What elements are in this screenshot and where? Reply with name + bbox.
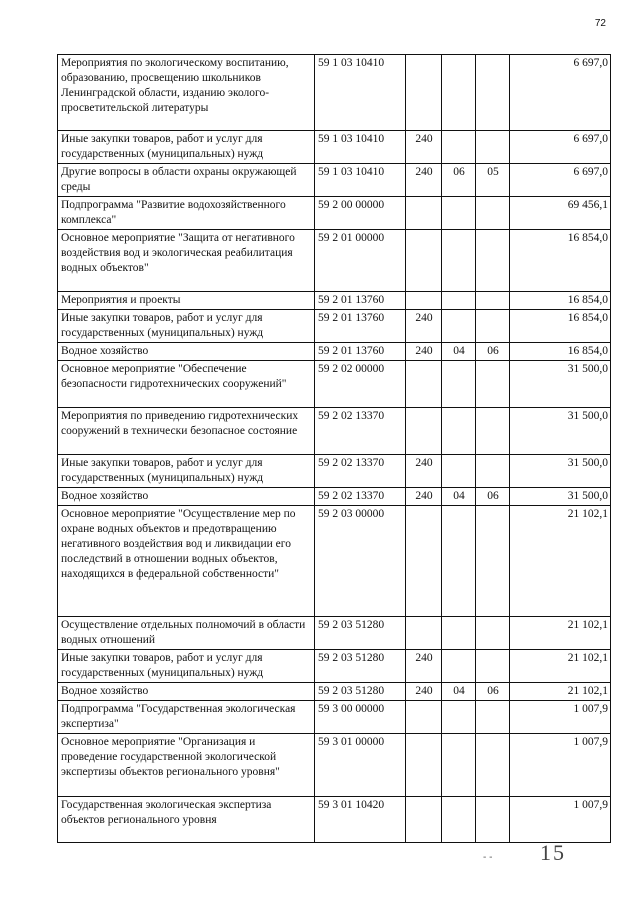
row-target-code: 59 2 03 00000 — [315, 506, 406, 617]
row-amount: 1 007,9 — [510, 701, 611, 734]
table-row — [58, 230, 611, 292]
row-target-code: 59 2 01 13760 — [315, 310, 406, 343]
row-subsection — [476, 506, 510, 617]
row-subsection — [476, 131, 510, 164]
row-amount: 16 854,0 — [510, 343, 611, 361]
row-subsection — [476, 734, 510, 797]
row-target-code: 59 3 01 10420 — [315, 797, 406, 843]
row-target-code: 59 2 01 00000 — [315, 230, 406, 292]
row-name: Основное мероприятие "Организация и проведение государственной экологической экспертизы объектов регионального уровня" — [58, 734, 315, 797]
row-expense-type — [406, 230, 442, 292]
table-row — [58, 197, 611, 230]
table-row — [58, 361, 611, 408]
row-amount: 21 102,1 — [510, 650, 611, 683]
table-row — [58, 650, 611, 683]
row-expense-type: 240 — [406, 650, 442, 683]
table-row — [58, 55, 611, 131]
row-expense-type — [406, 701, 442, 734]
row-target-code: 59 2 03 51280 — [315, 617, 406, 650]
table-row — [58, 734, 611, 797]
row-expense-type: 240 — [406, 488, 442, 506]
row-target-code: 59 2 01 13760 — [315, 343, 406, 361]
row-section — [442, 361, 476, 408]
table-row — [58, 455, 611, 488]
row-amount: 16 854,0 — [510, 310, 611, 343]
row-subsection: 06 — [476, 683, 510, 701]
row-amount: 6 697,0 — [510, 55, 611, 131]
row-section — [442, 197, 476, 230]
row-name: Подпрограмма "Развитие водохозяйственного комплекса" — [58, 197, 315, 230]
row-amount: 31 500,0 — [510, 361, 611, 408]
row-name: Мероприятия по приведению гидротехнических сооружений в технически безопасное состояние — [58, 408, 315, 455]
row-target-code: 59 3 00 00000 — [315, 701, 406, 734]
table-row — [58, 292, 611, 310]
row-name: Подпрограмма "Государственная экологическая экспертиза" — [58, 701, 315, 734]
row-subsection: 06 — [476, 488, 510, 506]
page-number: 72 — [594, 18, 606, 29]
row-amount: 31 500,0 — [510, 455, 611, 488]
row-expense-type — [406, 408, 442, 455]
row-subsection — [476, 701, 510, 734]
row-section — [442, 310, 476, 343]
row-amount: 6 697,0 — [510, 131, 611, 164]
table-row — [58, 131, 611, 164]
row-target-code: 59 2 02 13370 — [315, 408, 406, 455]
row-name: Основное мероприятие "Обеспечение безопасности гидротехнических сооружений" — [58, 361, 315, 408]
row-subsection: 06 — [476, 343, 510, 361]
row-section — [442, 734, 476, 797]
row-subsection — [476, 230, 510, 292]
row-expense-type: 240 — [406, 131, 442, 164]
table-row — [58, 488, 611, 506]
row-section: 06 — [442, 164, 476, 197]
row-amount: 16 854,0 — [510, 292, 611, 310]
row-section — [442, 230, 476, 292]
row-expense-type: 240 — [406, 455, 442, 488]
row-target-code: 59 2 02 13370 — [315, 488, 406, 506]
row-name: Иные закупки товаров, работ и услуг для государственных (муниципальных) нужд — [58, 455, 315, 488]
row-name: Иные закупки товаров, работ и услуг для государственных (муниципальных) нужд — [58, 650, 315, 683]
page-stamp-number: 15 — [540, 840, 566, 865]
row-expense-type: 240 — [406, 164, 442, 197]
table-row — [58, 797, 611, 843]
row-subsection — [476, 650, 510, 683]
row-expense-type — [406, 506, 442, 617]
row-amount: 69 456,1 — [510, 197, 611, 230]
row-subsection — [476, 361, 510, 408]
row-amount: 31 500,0 — [510, 408, 611, 455]
row-name: Иные закупки товаров, работ и услуг для государственных (муниципальных) нужд — [58, 131, 315, 164]
row-section — [442, 292, 476, 310]
row-section — [442, 797, 476, 843]
row-section: 04 — [442, 488, 476, 506]
row-name: Государственная экологическая экспертиза объектов регионального уровня — [58, 797, 315, 843]
row-amount: 21 102,1 — [510, 683, 611, 701]
table-row — [58, 683, 611, 701]
row-amount: 1 007,9 — [510, 797, 611, 843]
row-name: Мероприятия и проекты — [58, 292, 315, 310]
row-section — [442, 650, 476, 683]
row-section — [442, 617, 476, 650]
row-amount: 1 007,9 — [510, 734, 611, 797]
row-name: Основное мероприятие "Защита от негативного воздействия вод и экологическая реабилитация водных объектов" — [58, 230, 315, 292]
row-section — [442, 408, 476, 455]
budget-table — [57, 54, 611, 843]
row-name: Другие вопросы в области охраны окружающей среды — [58, 164, 315, 197]
row-name: Водное хозяйство — [58, 683, 315, 701]
table-row — [58, 506, 611, 617]
row-target-code: 59 1 03 10410 — [315, 55, 406, 131]
row-name: Водное хозяйство — [58, 488, 315, 506]
row-expense-type — [406, 197, 442, 230]
row-name: Иные закупки товаров, работ и услуг для государственных (муниципальных) нужд — [58, 310, 315, 343]
budget-table-body — [58, 55, 611, 843]
row-target-code: 59 2 01 13760 — [315, 292, 406, 310]
row-name: Водное хозяйство — [58, 343, 315, 361]
row-subsection — [476, 197, 510, 230]
row-amount: 21 102,1 — [510, 506, 611, 617]
table-row — [58, 408, 611, 455]
row-expense-type — [406, 55, 442, 131]
footer-dash: - - — [483, 852, 493, 863]
row-target-code: 59 2 02 13370 — [315, 455, 406, 488]
row-target-code: 59 2 02 00000 — [315, 361, 406, 408]
row-section — [442, 506, 476, 617]
row-amount: 16 854,0 — [510, 230, 611, 292]
row-amount: 21 102,1 — [510, 617, 611, 650]
row-target-code: 59 3 01 00000 — [315, 734, 406, 797]
row-section — [442, 131, 476, 164]
row-expense-type — [406, 617, 442, 650]
row-section — [442, 701, 476, 734]
row-expense-type — [406, 292, 442, 310]
row-section: 04 — [442, 343, 476, 361]
row-target-code: 59 2 00 00000 — [315, 197, 406, 230]
table-row — [58, 343, 611, 361]
table-row — [58, 701, 611, 734]
table-row — [58, 164, 611, 197]
row-subsection — [476, 408, 510, 455]
row-target-code: 59 2 03 51280 — [315, 650, 406, 683]
row-subsection — [476, 310, 510, 343]
row-expense-type — [406, 797, 442, 843]
row-target-code: 59 2 03 51280 — [315, 683, 406, 701]
row-section: 04 — [442, 683, 476, 701]
row-expense-type — [406, 361, 442, 408]
row-subsection — [476, 55, 510, 131]
row-expense-type: 240 — [406, 343, 442, 361]
table-row — [58, 310, 611, 343]
row-subsection: 05 — [476, 164, 510, 197]
row-name: Мероприятия по экологическому воспитанию, образованию, просвещению школьников Ленинградской области, изданию эколого-просветительской литературы — [58, 55, 315, 131]
row-subsection — [476, 455, 510, 488]
row-amount: 31 500,0 — [510, 488, 611, 506]
row-expense-type: 240 — [406, 310, 442, 343]
row-target-code: 59 1 03 10410 — [315, 164, 406, 197]
row-subsection — [476, 617, 510, 650]
row-name: Осуществление отдельных полномочий в области водных отношений — [58, 617, 315, 650]
row-expense-type: 240 — [406, 683, 442, 701]
row-subsection — [476, 292, 510, 310]
table-row — [58, 617, 611, 650]
row-name: Основное мероприятие "Осуществление мер по охране водных объектов и предотвращению негативного воздействия вод и ликвидации его последствий в отношении водных объектов, находящихся в федеральной собственности" — [58, 506, 315, 617]
row-expense-type — [406, 734, 442, 797]
row-target-code: 59 1 03 10410 — [315, 131, 406, 164]
row-section — [442, 455, 476, 488]
row-amount: 6 697,0 — [510, 164, 611, 197]
row-section — [442, 55, 476, 131]
row-subsection — [476, 797, 510, 843]
